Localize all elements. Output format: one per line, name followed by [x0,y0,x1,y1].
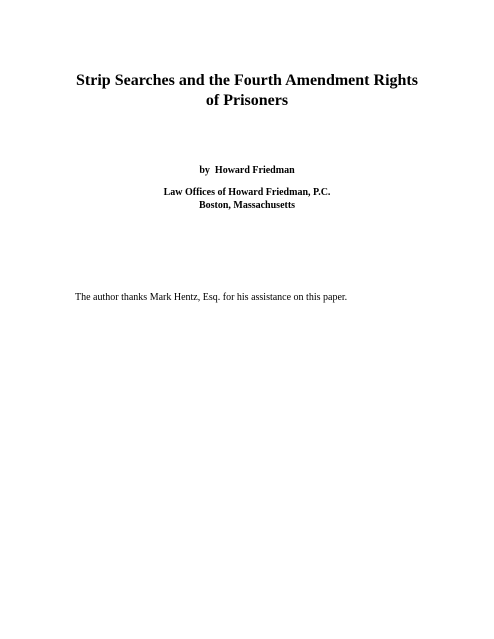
author-affiliation: Law Offices of Howard Friedman, P.C. [163,187,331,198]
author-byline: by Howard Friedman [199,165,295,176]
author-location: Boston, Massachusetts [198,200,296,211]
paper-title-line-2: of Prisoners [205,92,289,109]
paper-title-line-1: Strip Searches and the Fourth Amendment Rights [76,72,418,89]
acknowledgment-text: The author thanks Mark Hentz, Esq. for his assistance on this paper. [75,292,348,303]
